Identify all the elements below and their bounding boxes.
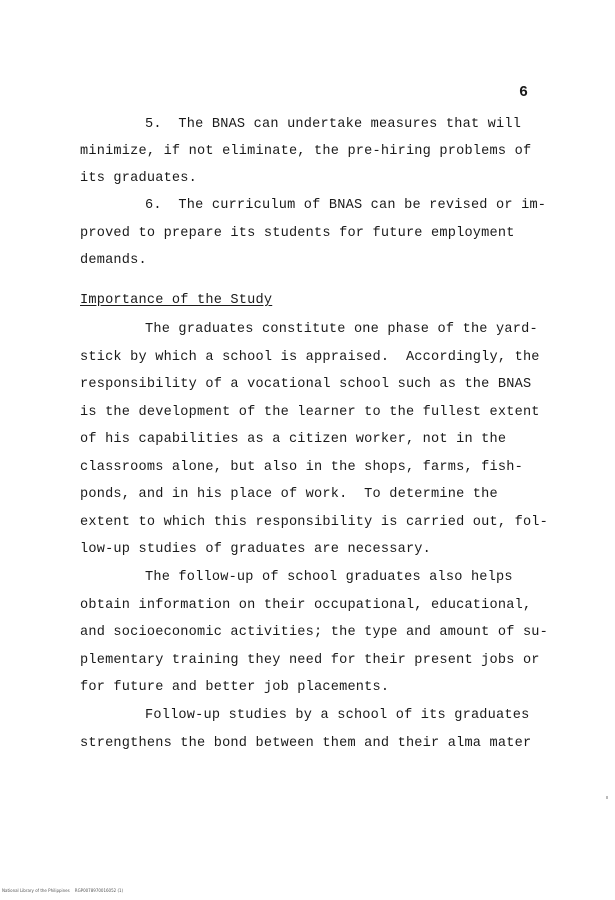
text-line: its graduates. — [80, 171, 198, 186]
text-line: The graduates constitute one phase of the yard- — [145, 322, 538, 337]
text-line: 5. The BNAS can undertake measures that will — [145, 117, 522, 132]
scan-speck — [606, 796, 608, 799]
text-line: minimize, if not eliminate, the pre-hiring problems of — [80, 144, 532, 159]
text-line: for future and better job placements. — [80, 680, 390, 695]
text-line: demands. — [80, 253, 147, 268]
text-line: and socioeconomic activities; the type and amount of su- — [80, 625, 549, 640]
text-line: plementary training they need for their present jobs or — [80, 653, 540, 668]
text-line: ponds, and in his place of work. To determine the — [80, 487, 498, 502]
text-line: low-up studies of graduates are necessary. — [80, 542, 432, 557]
text-line: obtain information on their occupational, educational, — [80, 598, 532, 613]
text-line: proved to prepare its students for future employment — [80, 226, 515, 241]
text-line: responsibility of a vocational school such as the BNAS — [80, 377, 532, 392]
text-line: classrooms alone, but also in the shops, farms, fish- — [80, 460, 523, 475]
text-line: Follow-up studies by a school of its graduates — [145, 708, 530, 723]
text-line: The follow-up of school graduates also helps — [145, 570, 513, 585]
text-line: stick by which a school is appraised. Accordingly, the — [80, 350, 540, 365]
text-line: strengthens the bond between them and their alma mater — [80, 736, 532, 751]
text-line: extent to which this responsibility is carried out, fol- — [80, 515, 549, 530]
text-line: is the development of the learner to the fullest extent — [80, 405, 540, 420]
text-line: of his capabilities as a citizen worker, not in the — [80, 432, 507, 447]
text-line: 6. The curriculum of BNAS can be revised or im- — [145, 198, 547, 213]
section-heading: Importance of the Study — [80, 293, 273, 308]
scan-footer: National Library of the Philippines RGP0078970016052 (1) — [2, 888, 124, 893]
page-number: 6 — [519, 84, 529, 101]
